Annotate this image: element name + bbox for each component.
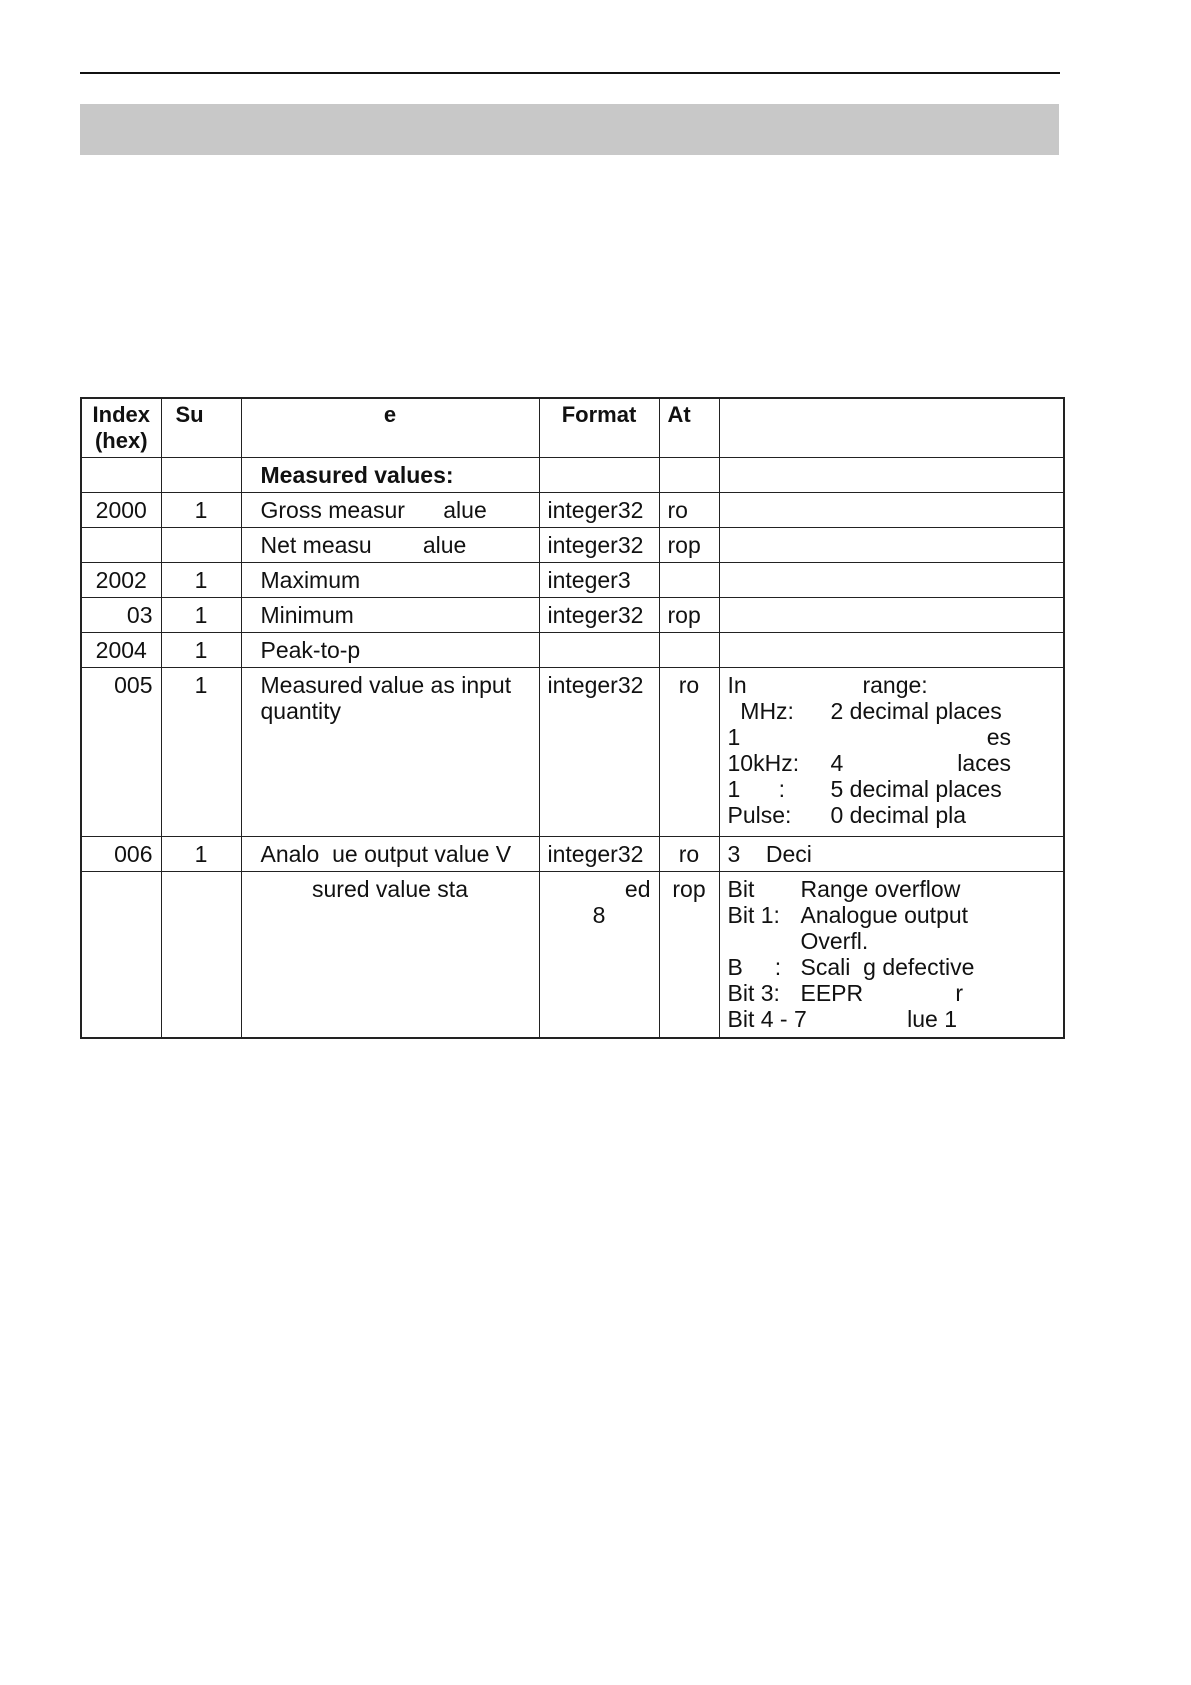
header-index: Index (hex) — [81, 398, 161, 458]
cell-sub: 1 — [161, 633, 241, 668]
cell-desc — [719, 493, 1064, 528]
cell-index — [81, 528, 161, 563]
cell-attr: rop — [659, 598, 719, 633]
cell-name: Peak-to-p — [241, 633, 539, 668]
object-dictionary-table — [80, 397, 1065, 1039]
cell-index: 2002 — [81, 563, 161, 598]
cell-index: 006 — [81, 837, 161, 872]
cell-sub: 1 — [161, 668, 241, 837]
table-row — [81, 668, 1064, 837]
cell-desc — [719, 528, 1064, 563]
section-row — [81, 458, 1064, 493]
cell-name: Minimum — [241, 598, 539, 633]
cell-attr: ro — [659, 837, 719, 872]
cell-format: integer3 — [539, 563, 659, 598]
cell-desc — [719, 633, 1064, 668]
cell-name: Net measu alue — [241, 528, 539, 563]
cell-attr: rop — [659, 528, 719, 563]
table-row — [81, 598, 1064, 633]
cell-format: integer32 — [539, 668, 659, 837]
cell-format: integer32 — [539, 528, 659, 563]
cell-name: Maximum — [241, 563, 539, 598]
top-rule — [80, 72, 1060, 74]
section-title-band — [80, 104, 1059, 155]
cell-attr — [659, 563, 719, 598]
cell-sub: 1 — [161, 598, 241, 633]
cell-sub — [161, 872, 241, 1038]
header-desc — [719, 398, 1064, 458]
cell-format: ed 8 — [539, 872, 659, 1038]
cell-sub — [161, 528, 241, 563]
cell-name: Analo ue output value V — [241, 837, 539, 872]
cell-attr: ro — [659, 668, 719, 837]
header-attr: At — [659, 398, 719, 458]
cell-format — [539, 633, 659, 668]
table-row — [81, 872, 1064, 1038]
cell-format: integer32 — [539, 598, 659, 633]
header-name: e — [241, 398, 539, 458]
cell-format: integer32 — [539, 493, 659, 528]
cell-attr — [659, 633, 719, 668]
cell-desc: Bit Range overflow Bit 1: Analogue output Overfl. B : Scali g defective Bit 3: EEPR r Bit 4 - 7 lue 1 — [719, 872, 1064, 1038]
cell-attr: ro — [659, 493, 719, 528]
cell-index — [81, 872, 161, 1038]
table-row — [81, 493, 1064, 528]
cell-format: integer32 — [539, 837, 659, 872]
cell-sub: 1 — [161, 493, 241, 528]
table-row — [81, 528, 1064, 563]
cell-index: 2000 — [81, 493, 161, 528]
cell-index: 03 — [81, 598, 161, 633]
cell-index: 005 — [81, 668, 161, 837]
cell-desc: 3 Deci — [719, 837, 1064, 872]
cell-attr: rop — [659, 872, 719, 1038]
header-format: Format — [539, 398, 659, 458]
cell-sub: 1 — [161, 563, 241, 598]
cell-desc — [719, 598, 1064, 633]
table-row — [81, 837, 1064, 872]
cell-name: sured value sta — [241, 872, 539, 1038]
cell-name: Measured value as input quantity — [241, 668, 539, 837]
table-header-row — [81, 398, 1064, 458]
table-row — [81, 563, 1064, 598]
cell-desc — [719, 563, 1064, 598]
cell-index: 2004 — [81, 633, 161, 668]
header-sub: Su — [161, 398, 241, 458]
cell-name: Gross measur alue — [241, 493, 539, 528]
table-row — [81, 633, 1064, 668]
cell-sub: 1 — [161, 837, 241, 872]
cell-desc: In range: MHz: 2 decimal places 1 es 10kHz: 4 laces 1 : 5 decimal places Pulse: 0 decimal pla — [719, 668, 1064, 837]
section-label: Measured values: — [241, 458, 539, 493]
